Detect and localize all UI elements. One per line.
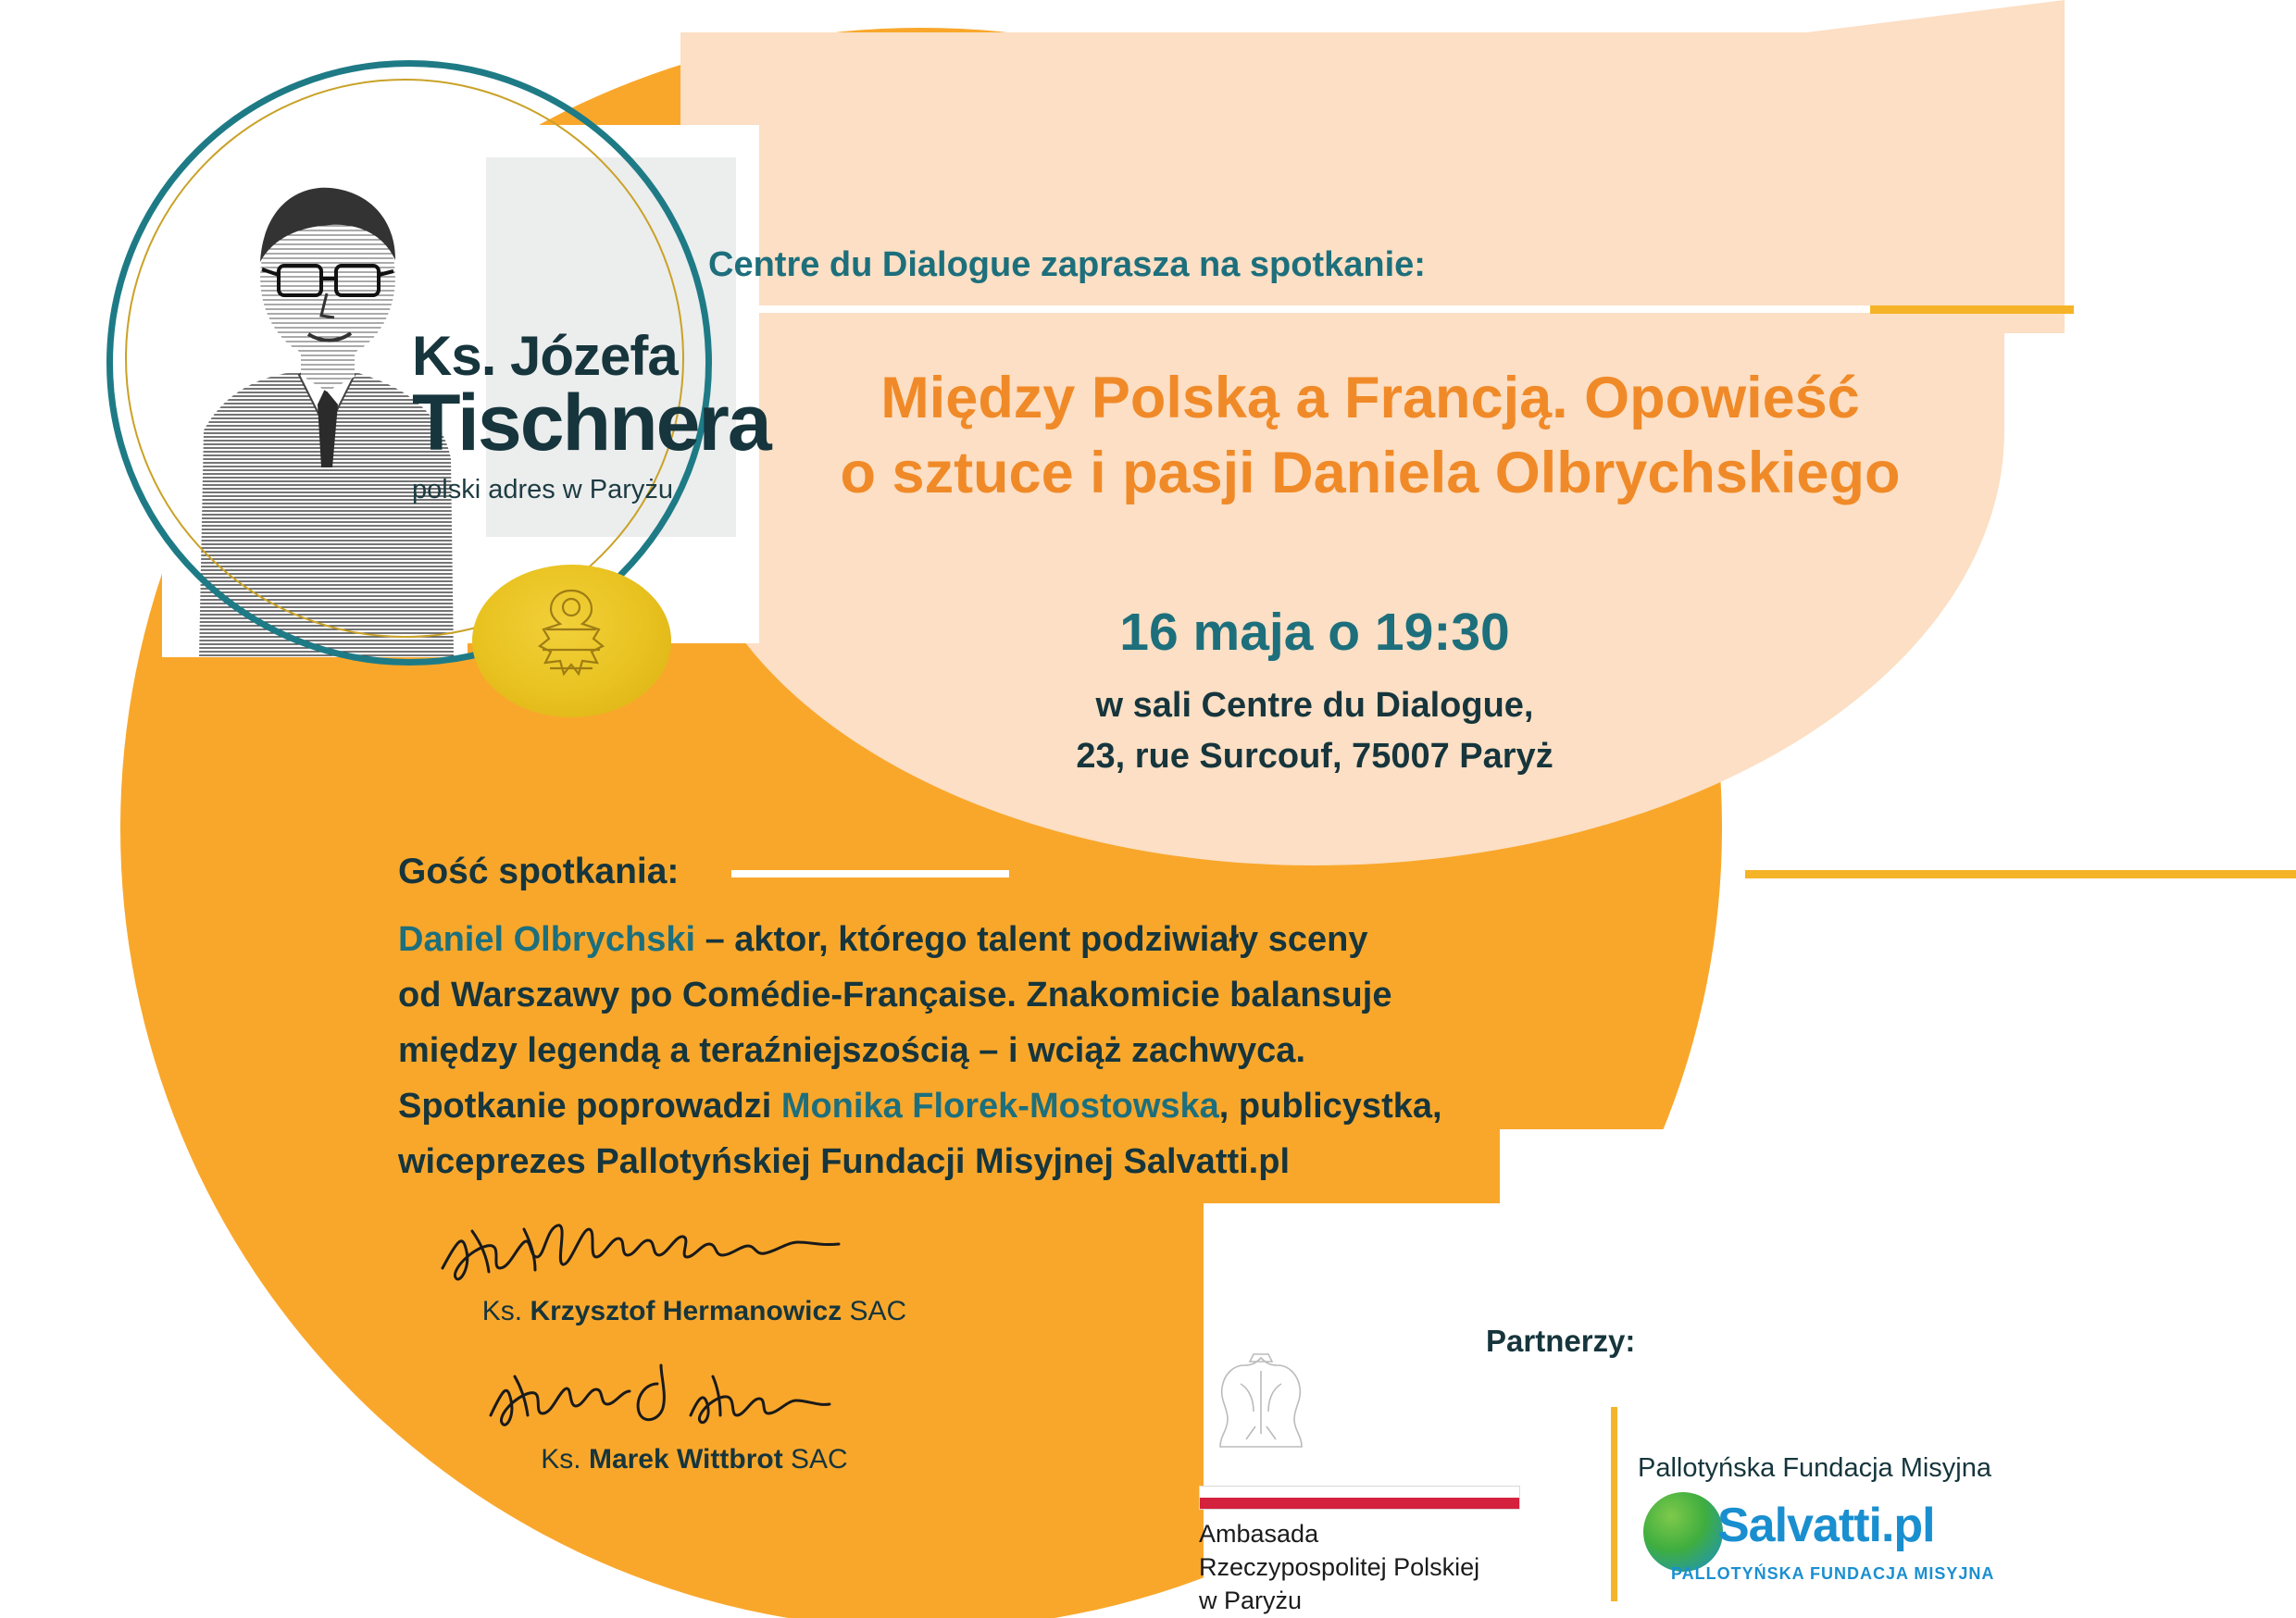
- salvatti-subtitle: PALLOTYŃSKA FUNDACJA MISYJNA: [1671, 1564, 1995, 1583]
- guest-line-5: wiceprezes Pallotyńskiej Fundacji Misyjnej Salvatti.pl: [398, 1142, 1291, 1182]
- invite-line: Centre du Dialogue zaprasza na spotkanie:: [708, 245, 1426, 284]
- divider-white-top: [704, 305, 1870, 313]
- signature-caption-1: [435, 1296, 954, 1327]
- guest-name-suffix: – aktor, którego talent podziwiały sceny: [695, 920, 1368, 959]
- signature-2-name: Marek Wittbrot: [588, 1444, 783, 1475]
- divider-yellow-middle: [1745, 870, 2296, 878]
- signature-1-suffix: SAC: [842, 1296, 907, 1326]
- signature-image-1: [435, 1213, 954, 1296]
- salvatti-globe-icon: [1643, 1492, 1723, 1572]
- signature-caption-2: [435, 1444, 954, 1475]
- event-venue: [704, 680, 1926, 782]
- embassy-text: [1199, 1518, 1569, 1618]
- pfm-label: Pallotyńska Fundacja Misyjna: [1637, 1453, 1991, 1483]
- polish-flag-icon: [1199, 1486, 1520, 1510]
- signature-image-2: [481, 1356, 880, 1439]
- logo-line-1: Ks. Józefa: [412, 325, 678, 387]
- signature-1-name: Krzysztof Hermanowicz: [530, 1296, 842, 1326]
- guest-line-2: od Warszawy po Comédie-Française. Znakomicie balansuje: [398, 976, 1392, 1015]
- title-line-2: o sztuce i pasji Daniela Olbrychskiego: [840, 440, 1901, 505]
- host-name: Monika Florek-Mostowska: [780, 1087, 1219, 1126]
- guest-line-1: [398, 912, 1639, 967]
- gold-coin-icon: [472, 565, 671, 717]
- guest-name: Daniel Olbrychski: [398, 920, 696, 959]
- venue-line-1: w sali Centre du Dialogue,: [1095, 686, 1534, 725]
- page-title: [704, 361, 2037, 510]
- tischner-logo: [74, 37, 778, 713]
- polish-eagle-icon: [1213, 1347, 1310, 1467]
- divider-yellow-vertical: [1611, 1407, 1617, 1601]
- guest-label: Gość spotkania:: [398, 852, 680, 891]
- signature-1-prefix: Ks.: [481, 1296, 530, 1326]
- embassy-line-2: Rzeczypospolitej Polskiej: [1199, 1552, 1480, 1581]
- event-date: 16 maja o 19:30: [1119, 603, 1510, 662]
- partners-label: Partnerzy:: [1486, 1324, 1636, 1358]
- host-prefix: Spotkanie poprowadzi: [398, 1087, 781, 1126]
- salvatti-wordmark: Salvatti.pl: [1717, 1499, 1935, 1552]
- venue-line-2: 23, rue Surcouf, 75007 Paryż: [1076, 737, 1554, 777]
- embassy-line-3: w Paryżu: [1199, 1586, 1303, 1614]
- divider-white-guest: [731, 870, 1009, 877]
- logo-line-3: polski adres w Paryżu: [412, 474, 674, 504]
- guest-line-4: [398, 1078, 1639, 1134]
- guest-description: [398, 912, 1639, 1189]
- guest-line-3: między legendą a teraźniejszością – i wciąż zachwyca.: [398, 1031, 1306, 1071]
- title-line-1: Między Polską a Francją. Opowieść: [880, 366, 1860, 430]
- signature-2-prefix: Ks.: [541, 1444, 589, 1475]
- divider-yellow-top: [1870, 305, 2074, 314]
- embassy-line-1: Ambasada: [1199, 1520, 1319, 1548]
- host-suffix: , publicystka,: [1218, 1087, 1442, 1126]
- logo-line-2: Tischnera: [412, 379, 770, 467]
- signature-2-suffix: SAC: [782, 1444, 848, 1475]
